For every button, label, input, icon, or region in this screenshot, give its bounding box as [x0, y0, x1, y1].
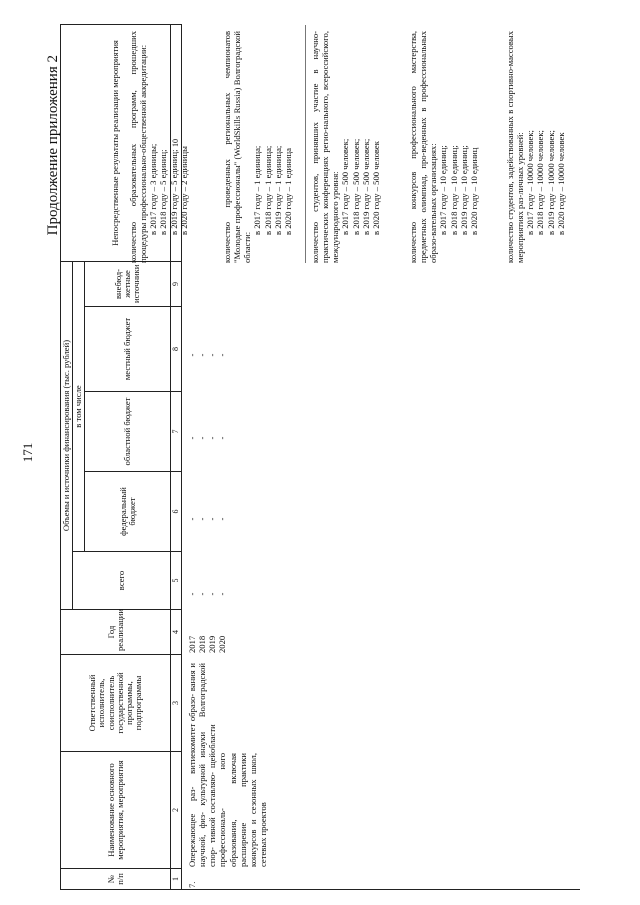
- dash-value: -: [187, 592, 197, 596]
- dash-value: -: [187, 436, 197, 440]
- dash-value: -: [197, 436, 208, 440]
- indicator-text: количество проведенных региональных чемпионатов "Молодые профессионалы" (WorldSkills Russia) Волгоградской области:: [222, 31, 253, 263]
- col-number-9: 9: [171, 261, 182, 306]
- row-number: 7.: [187, 881, 197, 888]
- header-event-name: Наименование основного мероприятия, мероприятия: [61, 752, 171, 869]
- col-number-4: 4: [171, 610, 182, 655]
- indicator-item: в 2019 году – 1 единица;: [272, 145, 283, 235]
- indicator-block: [408, 31, 479, 263]
- indicator-item: в 2018 году – 10 единиц;: [448, 145, 459, 235]
- executor: комитет образо- вания и науки Волгоградской области: [187, 663, 218, 753]
- year: 2018: [197, 635, 208, 653]
- local-values: [187, 340, 228, 370]
- dash-value: -: [217, 517, 228, 521]
- indicator-list: [252, 31, 293, 263]
- indicator-list: [438, 31, 479, 263]
- indicator-item: в 2017 году – 500 человек;: [340, 138, 351, 235]
- col-number-5: 5: [171, 552, 182, 610]
- header-result: Непосредственные результаты реализации мероприятия: [61, 24, 171, 261]
- indicator-item: в 2018 году – 5 единиц;: [158, 149, 169, 235]
- dash-value: -: [217, 353, 228, 357]
- indicator-text: количество образовательных программ, прошедших процедуры профессионально-общественной аккредитации:: [128, 31, 149, 263]
- indicator-block: [505, 31, 566, 263]
- dash-value: -: [207, 353, 218, 357]
- indicator-item: в 2018 году – 500 человек;: [350, 138, 361, 235]
- dash-value: -: [197, 353, 208, 357]
- header-year: Год реализации: [61, 610, 171, 655]
- col-number-1: 1: [171, 869, 182, 890]
- header-federal-budget: федеральный бюджет: [85, 472, 171, 552]
- year: 2017: [187, 635, 197, 653]
- event-name: Опережающее раз- витие научной, физ- культурной и спор- тивной составляю- щей профессиональ- ного образования, включая расширение практики конкурсов и сезонных школ, сетевых проектов: [187, 753, 268, 867]
- indicator-list: [340, 31, 381, 263]
- federal-values: [187, 504, 228, 534]
- left-border-line: [60, 889, 580, 890]
- indicator-text: количество студентов, принявших участие в научно-практических конференциях регио-нального, всероссийского, международного уровня:: [310, 31, 341, 263]
- indicator-item: в 2017 году – 10000 человек;: [525, 130, 536, 235]
- indicator-item: в 2020 году – 10000 человек: [555, 132, 566, 235]
- total-values: [187, 579, 228, 609]
- dash-value: -: [217, 592, 228, 596]
- header-regional-budget: областной бюджет: [85, 392, 171, 472]
- header-executor: Ответственный исполнитель, соисполнитель государственной программы, подпрограммы: [61, 655, 171, 752]
- year: 2020: [217, 635, 228, 653]
- indicator-item: в 2017 году – 3 единицы;: [148, 143, 159, 235]
- indicator-item: в 2020 году – 500 человек: [370, 141, 381, 235]
- indicator-list: [148, 31, 189, 263]
- col-number-8: 8: [171, 307, 182, 392]
- dash-value: -: [187, 353, 197, 357]
- indicator-item: в 2019 году – 500 человек;: [360, 138, 371, 235]
- col-number-3: 3: [171, 655, 182, 752]
- header-extrabudget: внебюд- жетные источники: [85, 261, 171, 306]
- separator-line: [305, 25, 306, 263]
- col-number-10: 10: [171, 24, 182, 261]
- header-local-budget: местный бюджет: [85, 307, 171, 392]
- year: 2019: [207, 635, 218, 653]
- dash-value: -: [207, 592, 218, 596]
- dash-value: -: [207, 436, 218, 440]
- col-number-6: 6: [171, 472, 182, 552]
- indicator-block: [222, 31, 293, 263]
- dash-value: -: [187, 517, 197, 521]
- appendix-continuation-label: Продолжение приложения 2: [45, 55, 61, 236]
- indicator-item: в 2018 году – 1 единица;: [262, 145, 273, 235]
- indicator-item: в 2020 году – 2 единицы: [178, 146, 189, 235]
- header-funding: Объемы и источники финансирования (тыс. рублей): [61, 261, 73, 609]
- header-including: в том числе: [73, 261, 85, 551]
- indicator-list: [525, 31, 566, 263]
- indicator-block: [310, 31, 381, 263]
- col-number-7: 7: [171, 392, 182, 472]
- indicator-item: в 2017 году – 10 единиц;: [438, 145, 449, 235]
- indicator-item: в 2020 году – 10 единиц: [468, 147, 479, 235]
- indicator-item: в 2019 году – 10000 человек;: [545, 130, 556, 235]
- indicator-text: количество конкурсов профессионального мастерства, предметных олимпиад, про-веденных в профессиональных образо-вательных организациях:: [408, 31, 439, 263]
- dash-value: -: [197, 517, 208, 521]
- header-number: № п/п: [61, 869, 171, 890]
- dash-value: -: [207, 517, 218, 521]
- col-number-2: 2: [171, 752, 182, 869]
- indicator-item: в 2020 году – 1 единица: [282, 148, 293, 235]
- indicator-item: в 2017 году – 1 единица;: [252, 145, 263, 235]
- page-number: 171: [20, 442, 35, 463]
- indicator-item: в 2019 году – 10 единиц;: [458, 145, 469, 235]
- implementation-years: [187, 621, 228, 653]
- header-total: всего: [73, 552, 171, 610]
- indicator-item: в 2018 году – 10000 человек;: [535, 130, 546, 235]
- regional-values: [187, 423, 228, 453]
- dash-value: -: [217, 436, 228, 440]
- dash-value: -: [197, 592, 208, 596]
- indicator-item: в 2019 году – 5 единиц;: [168, 149, 179, 235]
- indicator-block: [128, 31, 189, 263]
- indicator-text: количество студентов, задействованных в спортивно-массовых мероприятиях раз-личных уровней:: [505, 31, 526, 263]
